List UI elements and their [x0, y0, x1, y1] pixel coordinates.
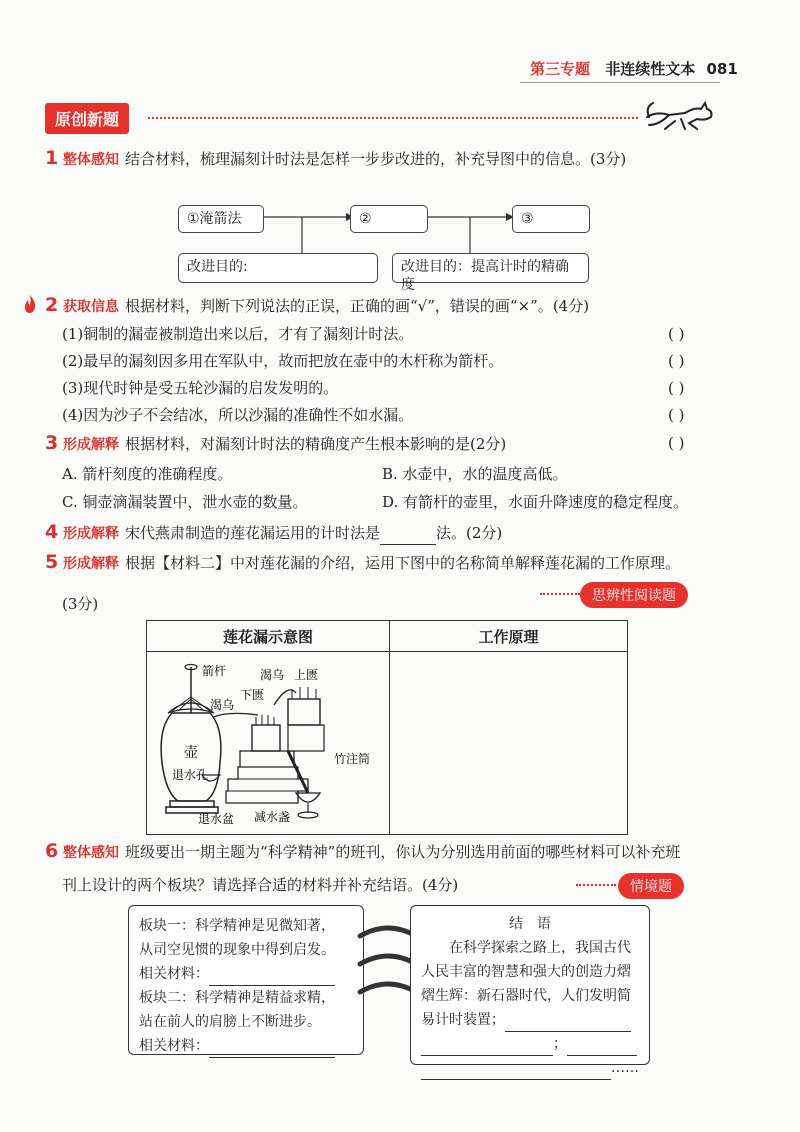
- question-tag: 整体感知: [63, 152, 120, 168]
- ribbon-dotted-line: [540, 593, 580, 595]
- q2-item-2: (2)最早的漏刻因多用在军队中，故而把放在壶中的木杆称为箭杆。: [62, 352, 504, 370]
- question-tag: 形成解释: [63, 437, 120, 453]
- answer-paren[interactable]: ( ): [668, 434, 685, 452]
- question-text-end: 法。(2分): [436, 524, 503, 542]
- card-line: 易计时装置；: [421, 1012, 505, 1028]
- header-rule: [520, 82, 720, 83]
- card-line: 相关材料：: [139, 1038, 209, 1054]
- fire-icon: [22, 294, 38, 314]
- question-tag: 获取信息: [63, 299, 120, 315]
- question-text: 根据材料，判断下列说法的正误，正确的画“√”，错误的画“×”。(4分): [125, 297, 590, 315]
- answer-paren[interactable]: ( ): [668, 352, 685, 370]
- question-4: [45, 521, 502, 545]
- answer-paren[interactable]: ( ): [668, 406, 685, 424]
- q2-item-1: (1)铜制的漏壶被制造出来以后，才有了漏刻计时法。: [62, 325, 414, 343]
- question-number: 6: [45, 840, 59, 862]
- question-6: [45, 840, 680, 864]
- card-line: 从司空见惯的现象中得到启发。: [139, 942, 335, 958]
- label-drain-basin: 退水盆: [198, 812, 235, 826]
- answer-paren[interactable]: ( ): [668, 325, 685, 343]
- section-label: 第三专题: [530, 60, 591, 78]
- question-tag: 形成解释: [63, 526, 120, 542]
- question-1: [45, 147, 626, 171]
- conclusion-blank-2[interactable]: [421, 1039, 553, 1056]
- question-text: 宋代燕肃制造的莲花漏运用的计时法是: [125, 524, 381, 542]
- card-line: 人民丰富的智慧和强大的创造力熠: [421, 964, 631, 980]
- page-header: [530, 58, 738, 79]
- label-reducing-cup: 减水盏: [254, 810, 291, 824]
- q2-item-3: (3)现代时钟是受五轮沙漏的启发发明的。: [62, 379, 339, 397]
- ellipsis: ……: [611, 1060, 639, 1076]
- option-d[interactable]: D. 有箭杆的壶里，水面升降速度的稳定程度。: [382, 493, 689, 511]
- table-header-principle: 工作原理: [390, 621, 628, 652]
- label-upper-tank: 上匮: [294, 668, 319, 682]
- question-number: 1: [45, 147, 59, 169]
- conclusion-blank-1[interactable]: [505, 1015, 631, 1032]
- question-5-score: (3分): [62, 595, 99, 613]
- ribbon-scenario: 情境题: [618, 873, 684, 899]
- related-material-blank-1[interactable]: [209, 969, 335, 986]
- answer-blank[interactable]: [380, 528, 436, 545]
- option-c[interactable]: C. 铜壶滴漏装置中，泄水壶的数量。: [62, 493, 308, 511]
- card-line: 板块二：科学精神是精益求精，: [139, 990, 335, 1006]
- question-5: [45, 551, 680, 575]
- question-3: [45, 432, 506, 456]
- question-number: 5: [45, 551, 59, 573]
- related-material-blank-2[interactable]: [209, 1041, 335, 1058]
- flow-box-2: ②: [350, 205, 428, 233]
- q2-item-4: (4)因为沙子不会结冰，所以沙漏的准确性不如水漏。: [62, 406, 414, 424]
- option-b[interactable]: B. 水壶中，水的温度高低。: [382, 465, 568, 483]
- card-title: 结 语: [509, 916, 551, 932]
- card-line: 站在前人的肩膀上不断进步。: [139, 1014, 321, 1030]
- card-line: 在科学探索之路上，我国古代: [449, 940, 631, 956]
- card-line: 熠生辉：新石器时代，人们发明简: [421, 988, 631, 1004]
- label-bamboo-tube: 竹注筒: [334, 752, 371, 766]
- flow-box-1: ①淹箭法: [178, 205, 264, 233]
- question-text: 班级要出一期主题为“科学精神”的班刊，你认为分别选用前面的哪些材料可以补充班: [125, 843, 681, 861]
- answer-paren[interactable]: ( ): [668, 379, 685, 397]
- question-number: 3: [45, 432, 59, 454]
- flow-box-3: ③: [512, 205, 590, 233]
- banner-dotted-line: [148, 117, 638, 119]
- conclusion-blank-4[interactable]: [421, 1063, 611, 1080]
- left-card: [128, 905, 364, 1055]
- question-text: 根据【材料二】中对莲花漏的介绍，运用下图中的名称简单解释莲花漏的工作原理。: [125, 554, 681, 572]
- diagram-cell: [147, 652, 390, 835]
- lotus-clock-diagram: [148, 653, 386, 829]
- label-pot: 壶: [184, 745, 198, 761]
- label-siphon-top: 渴乌: [260, 668, 285, 682]
- conclusion-blank-3[interactable]: [567, 1039, 637, 1056]
- question-number: 2: [45, 294, 59, 316]
- table-header-diagram: 莲花漏示意图: [147, 621, 390, 652]
- principle-answer-cell[interactable]: [390, 652, 628, 835]
- semicolon: ；: [553, 1036, 567, 1052]
- lotus-clock-table: [146, 620, 628, 835]
- card-line: 相关材料：: [139, 966, 209, 982]
- section-title: 非连续性文本: [605, 60, 696, 78]
- cat-icon: [645, 95, 715, 135]
- label-lower-tank: 下匮: [240, 688, 265, 702]
- question-number: 4: [45, 521, 59, 543]
- card-line: 板块一：科学精神是见微知著，: [139, 918, 335, 934]
- question-tag: 形成解释: [63, 556, 120, 572]
- right-card: [410, 905, 650, 1076]
- banner-tag: 原创新题: [45, 103, 129, 134]
- flow-purpose-2: 改进目的：提高计时的精确度: [392, 253, 589, 283]
- flow-purpose-1: 改进目的:: [178, 253, 378, 283]
- label-drain-hole: 退水孔: [172, 768, 209, 782]
- question-text: 结合材料，梳理漏刻计时法是怎样一步步改进的，补充导图中的信息。(3分): [125, 150, 627, 168]
- ribbon-dotted-line: [576, 884, 616, 886]
- option-a[interactable]: A. 箭杆刻度的准确程度。: [62, 465, 233, 483]
- page-number: 081: [706, 60, 738, 78]
- question-2: [45, 294, 589, 318]
- label-arrow-rod: 箭杆: [202, 664, 227, 678]
- question-6-line2: 刊上设计的两个板块？请选择合适的材料并补充结语。(4分): [62, 876, 459, 894]
- question-tag: 整体感知: [63, 845, 120, 861]
- ribbon-debate-reading: 思辨性阅读题: [580, 582, 688, 608]
- label-siphon-left: 渴乌: [210, 698, 235, 712]
- question-text: 根据材料，对漏刻计时法的精确度产生根本影响的是(2分): [125, 435, 507, 453]
